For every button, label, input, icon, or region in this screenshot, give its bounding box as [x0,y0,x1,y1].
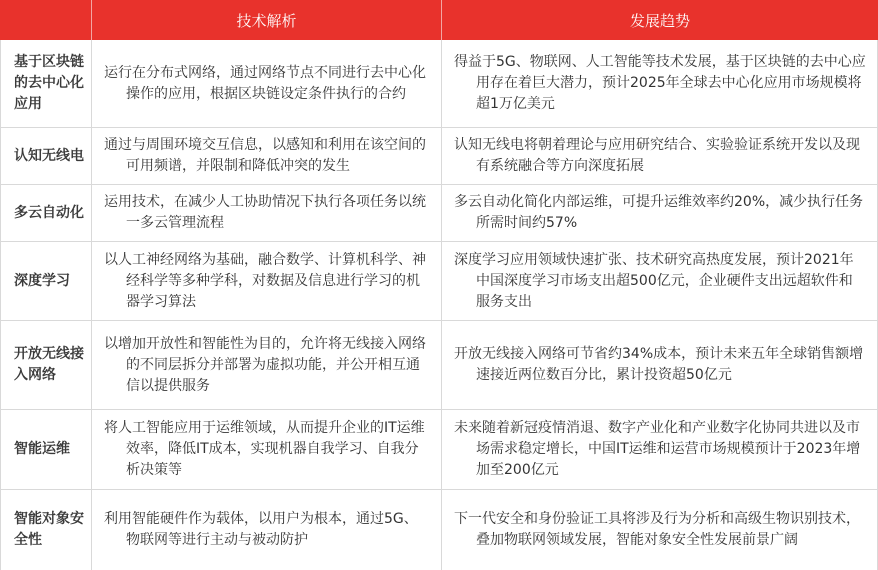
tech-text: 将人工智能应用于运维领域，从而提升企业的IT运维效率，降低IT成本，实现机器自我学习、自我分析决策等 [104,420,425,478]
table-row [0,321,878,410]
row-name: 多云自动化 [0,185,92,241]
trend-cell [442,410,878,489]
row-name: 深度学习 [0,242,92,320]
header-empty-cell [0,0,92,40]
table-header [0,0,878,40]
row-name: 基于区块链的去中心化应用 [0,40,92,127]
row-name: 认知无线电 [0,128,92,184]
row-name: 智能运维 [0,410,92,489]
header-development-trend: 发展趋势 [629,11,690,30]
trend-cell [442,321,878,409]
trend-text: 下一代安全和身份验证工具将涉及行为分析和高级生物识别技术，叠加物联网领域发展，智能对象安全性发展前景广阔 [454,511,860,548]
tech-text: 通过与周围环境交互信息，以感知和利用在该空间的可用频谱，并限制和降低冲突的发生 [104,137,426,174]
trend-text: 深度学习应用领域快速扩张、技术研究高热度发展，预计2021年中国深度学习市场支出超500亿元，企业硬件支出远超软件和服务支出 [454,251,854,310]
table-row [0,242,878,321]
trend-cell [442,40,878,127]
trend-text: 得益于5G、物联网、人工智能等技术发展，基于区块链的去中心应用存在着巨大潜力，预计2025年全球去中心化应用市场规模将超1万亿美元 [454,54,866,112]
tech-cell [92,490,442,570]
trend-text: 多云自动化简化内部运维，可提升运维效率约20%，减少执行任务所需时间约57% [454,194,864,231]
table-row [0,128,878,185]
row-name: 智能对象安全性 [0,490,92,570]
tech-text: 以增加开放性和智能性为目的，允许将无线接入网络的不同层拆分并部署为虚拟功能，并公开相互通信以提供服务 [104,335,426,394]
table-left-border [0,40,1,570]
tech-cell [92,321,442,409]
trend-text: 开放无线接入网络可节省约34%成本，预计未来五年全球销售额增速接近两位数百分比，累计投资超50亿元 [454,346,864,383]
table-row [0,410,878,490]
trend-cell [442,490,878,570]
trend-cell [442,128,878,184]
table-row [0,185,878,242]
header-tech-analysis: 技术解析 [92,0,442,40]
trend-text: 认知无线电将朝着理论与应用研究结合、实验验证系统开发以及现有系统融合等方向深度拓展 [454,137,860,174]
row-name: 开放无线接入网络 [0,321,92,409]
tech-cell [92,40,442,127]
tech-cell [92,185,442,241]
trend-cell [442,242,878,320]
tech-text: 运用技术，在减少人工协助情况下执行各项任务以统一多云管理流程 [104,194,426,231]
tech-text: 利用智能硬件作为载体，以用户为根本，通过5G、物联网等进行主动与被动防护 [104,511,418,548]
tech-cell [92,128,442,184]
tech-cell [92,242,442,320]
tech-text: 运行在分布式网络，通过网络节点不同进行去中心化操作的应用，根据区块链设定条件执行的合约 [104,64,426,102]
table-row [0,40,878,128]
trend-text: 未来随着新冠疫情消退、数字产业化和产业数字化协同共进以及市场需求稳定增长，中国IT运维和运营市场规模预计于2023年增加至200亿元 [454,420,861,478]
tech-text: 以人工神经网络为基础，融合数学、计算机科学、神经科学等多种学科，对数据及信息进行学习的机器学习算法 [104,251,426,310]
tech-cell [92,410,442,489]
table-row [0,490,878,570]
trend-cell [442,185,878,241]
